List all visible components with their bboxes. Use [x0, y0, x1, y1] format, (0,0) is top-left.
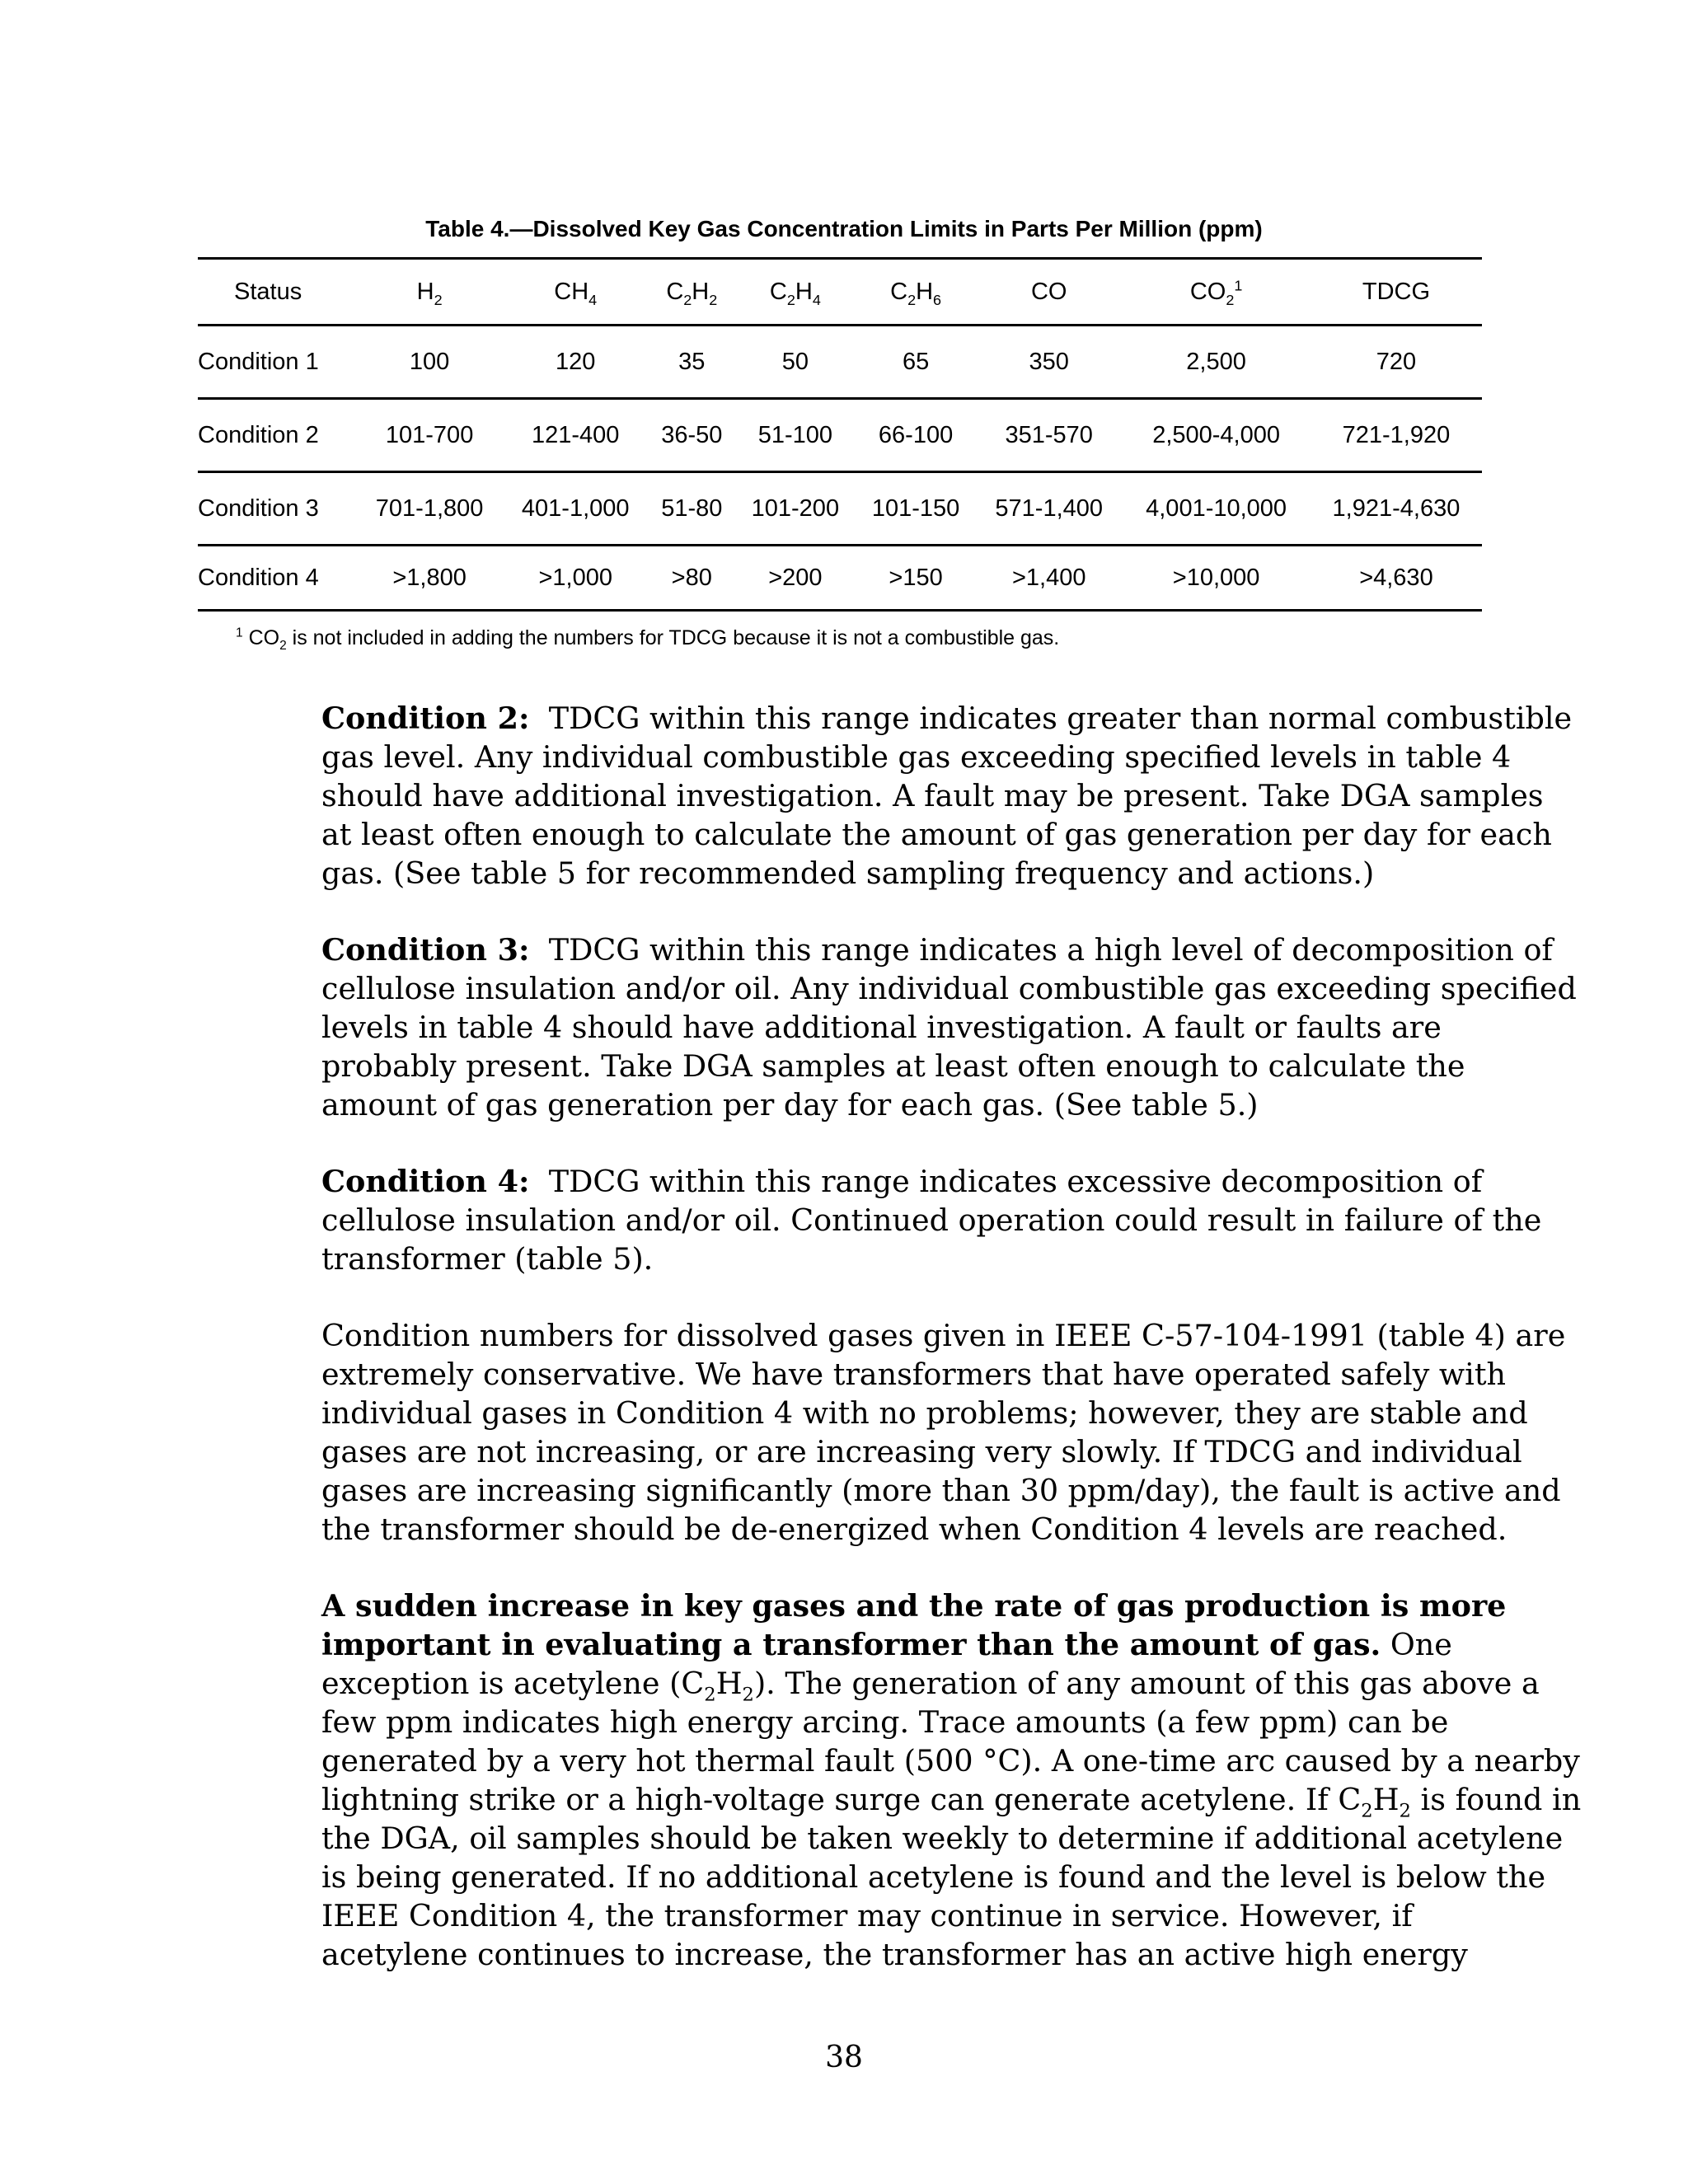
table-cell: 51-80: [649, 472, 735, 546]
table-cell: >200: [735, 546, 856, 611]
header-c2h2: $C_2H_2$: [649, 259, 735, 326]
table-cell: 101-200: [735, 472, 856, 546]
header-tdcg: TDCG: [1311, 259, 1482, 326]
table-header-row: [198, 259, 1482, 326]
table-cell: 2,500: [1122, 326, 1311, 399]
page-number: 38: [825, 2041, 863, 2074]
table-cell: 4,001-10,000: [1122, 472, 1311, 546]
body-text: [321, 699, 1582, 2012]
table-cell: 101-150: [856, 472, 976, 546]
table-cell: >1,400: [976, 546, 1122, 611]
table-cell: Condition 2: [198, 399, 357, 472]
header-status: Status: [198, 259, 357, 326]
table-cell: 1,921-4,630: [1311, 472, 1482, 546]
header-co: CO: [976, 259, 1122, 326]
paragraph-acetylene: A sudden increase in key gases and the rate of gas production is more important in evaluating a transformer than the amount of gas. One exception is acetylene $(C_2H_2)$. The generation of any amount of this gas above a few ppm indicates high energy arcing. Trace amounts (a few ppm) can be generated by a very hot thermal fault (500 °C). A one-time arc caused by a nearby lightning strike or a high-voltage surge can generate acetylene. If $C_2H_2$ is found in the DGA, oil samples should be taken weekly to determine if additional acetylene is being generated. If no additional acetylene is found and the level is below the IEEE Condition 4, the transformer may continue in service. However, if acetylene continues to increase, the transformer has an active high energy: [321, 1588, 1582, 1972]
table-cell: 2,500-4,000: [1122, 399, 1311, 472]
table-cell: 721-1,920: [1311, 399, 1482, 472]
table-cell: 100: [357, 326, 503, 399]
paragraph-condition-4: Condition 4: TDCG within this range indicates excessive decomposition of cellulose insulation and/or oil. Continued operation could result in failure of the transformer (table 5).: [321, 1164, 1542, 1277]
table-cell: 351-570: [976, 399, 1122, 472]
table-row-condition-2: [198, 399, 1482, 472]
table-cell: Condition 4: [198, 546, 357, 611]
header-ch4: $CH_4$: [503, 259, 649, 326]
table-cell: >1,800: [357, 546, 503, 611]
table-cell: 701-1,800: [357, 472, 503, 546]
paragraph-lead: Condition 2:: [321, 701, 530, 736]
table-cell: 571-1,400: [976, 472, 1122, 546]
table-cell: 35: [649, 326, 735, 399]
table-cell: >150: [856, 546, 976, 611]
table-cell: >10,000: [1122, 546, 1311, 611]
paragraph-lead: Condition 4:: [321, 1164, 530, 1199]
table-cell: 121-400: [503, 399, 649, 472]
table-title: Table 4.—Dissolved Key Gas Concentration Limits in Parts Per Million (ppm): [425, 216, 1263, 241]
table-footnote: $^1$ $CO_2$ is not included in adding the numbers for TDCG because it is not a combustible gas.: [236, 626, 1060, 653]
paragraph-condition-3: Condition 3: TDCG within this range indicates a high level of decomposition of cellulose insulation and/or oil. Any individual combustible gas exceeding specified levels in table 4 should have additional investigation. A fault or faults are probably present. Take DGA samples at least often enough to calculate the amount of gas generation per day for each gas. (See table 5.): [321, 932, 1577, 1122]
paragraph-condition-numbers: Condition numbers for dissolved gases given in IEEE C-57-104-1991 (table 4) are extremely conservative. We have transformers that have operated safely with individual gases in Condition 4 with no problems; however, they are stable and gases are not increasing, or are increasing very slowly. If TDCG and individual gases are increasing significantly (more than 30 ppm/day), the fault is active and the transformer should be de-energized when Condition 4 levels are reached.: [321, 1318, 1566, 1547]
table-cell: 36-50: [649, 399, 735, 472]
table-cell: 65: [856, 326, 976, 399]
table-cell: 50: [735, 326, 856, 399]
table-cell: 720: [1311, 326, 1482, 399]
header-h2: $H_2$: [357, 259, 503, 326]
table-cell: Condition 3: [198, 472, 357, 546]
table-cell: 120: [503, 326, 649, 399]
header-co2: $CO_2^1$: [1122, 259, 1311, 326]
table-cell: 66-100: [856, 399, 976, 472]
gas-limits-table: [198, 257, 1482, 612]
table-row-condition-4: [198, 546, 1482, 611]
paragraph-condition-2: Condition 2: TDCG within this range indicates greater than normal combustible gas level. Any individual combustible gas exceeding specified levels in table 4 should have additional investigation. A fault may be present. Take DGA samples at least often enough to calculate the amount of gas generation per day for each gas. (See table 5 for recommended sampling frequency and actions.): [321, 701, 1573, 891]
table-cell: 51-100: [735, 399, 856, 472]
table-cell: 401-1,000: [503, 472, 649, 546]
paragraph-lead: Condition 3:: [321, 932, 530, 968]
header-c2h6: $C_2H_6$: [856, 259, 976, 326]
table-cell: >4,630: [1311, 546, 1482, 611]
table-cell: Condition 1: [198, 326, 357, 399]
table-cell: 101-700: [357, 399, 503, 472]
table-cell: >80: [649, 546, 735, 611]
header-c2h4: $C_2H_4$: [735, 259, 856, 326]
table-row-condition-3: [198, 472, 1482, 546]
table-row-condition-1: [198, 326, 1482, 399]
table-cell: 350: [976, 326, 1122, 399]
table-cell: >1,000: [503, 546, 649, 611]
